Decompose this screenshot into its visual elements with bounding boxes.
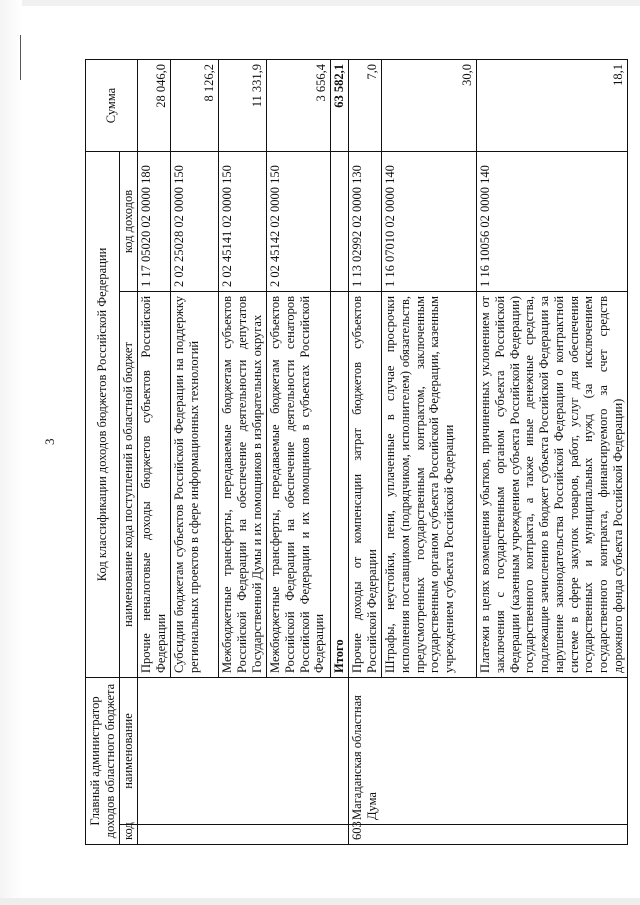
admin-code: 603 [349, 825, 628, 845]
revenue-name: Прочие неналоговые доходы бюджетов субъектов Российской Федерации [138, 291, 171, 677]
header-row-2 [120, 59, 138, 844]
header-classification: Код классификации доходов бюджетов Российской Федерации [86, 151, 120, 677]
revenue-sum: 3 656,4 [267, 59, 331, 151]
revenue-code: 1 16 10056 02 0000 140 [477, 151, 628, 291]
revenue-name: Штрафы, неустойки, пени, уплаченные в случае просрочки исполнения поставщиком (подрядчиком, исполнителем) обязательств, предусмотренных государственным контрактом, заключенным государственным органом субъекта Российской Федерации, казенным учреждением субъекта Российской Федерации [382, 291, 477, 677]
revenue-sum: 11 331,9 [219, 59, 267, 151]
header-admin-code: код [120, 825, 138, 845]
revenue-sum: 8 126,2 [171, 59, 219, 151]
revenue-code: 2 02 45142 02 0000 150 [267, 151, 331, 291]
revenue-classification-table [85, 59, 628, 845]
scan-edge-bottom [0, 898, 640, 905]
page-number: 3 [42, 438, 57, 445]
total-code-empty [331, 151, 349, 291]
scan-edge-top [0, 0, 640, 6]
admin-name: Магаданская областная Дума [349, 677, 628, 824]
header-sum: Сумма [86, 59, 138, 151]
revenue-sum: 7,0 [349, 59, 382, 151]
binding-mark [20, 35, 21, 80]
header-row-1 [86, 59, 120, 844]
rotated-table-container [85, 60, 625, 845]
revenue-name: Межбюджетные трансферты, передаваемые бюджетам субъектов Российской Федерации на обеспечение деятельности депутатов Государственной Думы и их помощников в избирательных округах [219, 291, 267, 677]
header-admin: Главный администратор доходов областного бюджета [86, 677, 120, 844]
revenue-name: Платежи в целях возмещения убытков, причиненных уклонением от заключения с государственным органом субъекта Российской Федерации (казенным учреждением субъекта Российской Федерации) государственного контракта, а также иные денежные средства, подлежащие зачислению в бюджет субъекта Российской Федерации за нарушение законодательства Российской Федерации о контрактной системе в сфере закупок товаров, работ, услуг для обеспечения государственных и муниципальных нужд (за исключением государственного контракта, финансируемого за счет средств дорожного фонда субъекта Российской Федерации) [477, 291, 628, 677]
table-row [138, 59, 171, 844]
admin-name-cell-empty [138, 677, 349, 824]
header-class-name: наименование кода поступлений в областной бюджет [120, 291, 138, 677]
revenue-name: Прочие доходы от компенсации затрат бюджетов субъектов Российской Федерации [349, 291, 382, 677]
header-class-code: код доходов [120, 151, 138, 291]
revenue-sum: 30,0 [382, 59, 477, 151]
revenue-sum: 18,1 [477, 59, 628, 151]
revenue-code: 2 02 25028 02 0000 150 [171, 151, 219, 291]
revenue-code: 2 02 45141 02 0000 150 [219, 151, 267, 291]
revenue-name: Субсидии бюджетам субъектов Российской Федерации на поддержку региональных проектов в сфере информационных технологий [171, 291, 219, 677]
revenue-code: 1 17 05020 02 0000 180 [138, 151, 171, 291]
admin-code-cell-empty [138, 825, 349, 845]
revenue-sum: 28 046,0 [138, 59, 171, 151]
header-admin-name: наименование [120, 677, 138, 824]
total-label: Итого [331, 291, 349, 677]
table-row [349, 59, 382, 844]
revenue-name: Межбюджетные трансферты, передаваемые бюджетам субъектов Российской Федерации на обеспечение деятельности сенаторов Российской Федерации и их помощников в субъектах Российской Федерации [267, 291, 331, 677]
scan-edge-left [0, 0, 22, 905]
revenue-code: 1 16 07010 02 0000 140 [382, 151, 477, 291]
total-sum: 63 582,1 [331, 59, 349, 151]
revenue-code: 1 13 02992 02 0000 130 [349, 151, 382, 291]
